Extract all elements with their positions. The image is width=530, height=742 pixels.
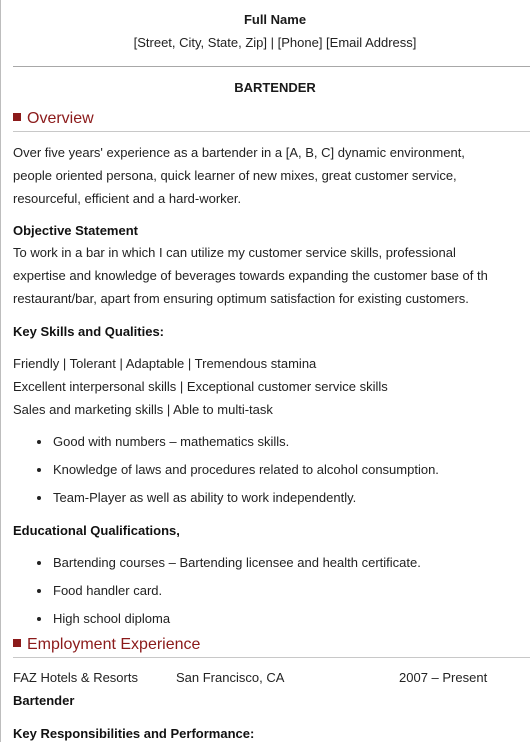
overview-line: resourceful, efficient and a hard-worker. bbox=[13, 191, 242, 206]
skills-heading: Key Skills and Qualities: bbox=[13, 324, 164, 339]
overview-line: people oriented persona, quick learner of new mixes, great customer service, bbox=[13, 168, 457, 183]
bullet-dot-icon bbox=[37, 589, 41, 593]
bullet-dot-icon bbox=[37, 496, 41, 500]
full-name: Full Name bbox=[243, 12, 307, 27]
section-heading-employment bbox=[13, 636, 530, 658]
contact-line: [Street, City, State, Zip] | [Phone] [Email Address] bbox=[133, 35, 417, 50]
overview-heading-label: Overview bbox=[27, 110, 94, 127]
employment-row bbox=[13, 670, 513, 688]
square-bullet-icon bbox=[13, 639, 21, 647]
role-title: Bartender bbox=[13, 693, 75, 708]
skills-bullet-list bbox=[13, 428, 439, 512]
bullet-dot-icon bbox=[37, 561, 41, 565]
objective-paragraph bbox=[13, 241, 530, 310]
overview-line: Over five years' experience as a bartender in a [A, B, C] dynamic environment, bbox=[13, 145, 465, 160]
section-heading-overview bbox=[13, 110, 530, 132]
list-item: Bartending courses – Bartending licensee and health certificate. bbox=[13, 549, 421, 577]
list-item: Knowledge of laws and procedures related to alcohol consumption. bbox=[13, 456, 439, 484]
bullet-dot-icon bbox=[37, 468, 41, 472]
education-heading: Educational Qualifications, bbox=[13, 523, 180, 538]
objective-line: To work in a bar in which I can utilize my customer service skills, professional bbox=[13, 245, 456, 260]
bullet-dot-icon bbox=[37, 440, 41, 444]
list-item: High school diploma bbox=[13, 605, 421, 633]
company-location: San Francisco, CA bbox=[176, 670, 285, 685]
skills-paragraph bbox=[13, 352, 530, 421]
list-item: Food handler card. bbox=[13, 577, 421, 605]
list-item: Team-Player as well as ability to work independently. bbox=[13, 484, 439, 512]
skills-line: Excellent interpersonal skills | Exceptional customer service skills bbox=[13, 379, 388, 394]
objective-heading: Objective Statement bbox=[13, 223, 138, 238]
employment-heading-label: Employment Experience bbox=[27, 636, 201, 653]
skills-line: Sales and marketing skills | Able to multi-task bbox=[13, 402, 273, 417]
responsibilities-heading: Key Responsibilities and Performance: bbox=[13, 726, 255, 741]
job-title: BARTENDER bbox=[234, 80, 316, 95]
square-bullet-icon bbox=[13, 113, 21, 121]
objective-line: restaurant/bar, apart from ensuring optimum satisfaction for existing customers. bbox=[13, 291, 469, 306]
list-item: Good with numbers – mathematics skills. bbox=[13, 428, 439, 456]
bullet-dot-icon bbox=[37, 617, 41, 621]
company-name: FAZ Hotels & Resorts bbox=[13, 670, 138, 685]
header-divider bbox=[13, 66, 530, 67]
overview-paragraph bbox=[13, 141, 530, 210]
employment-dates: 2007 – Present bbox=[399, 670, 488, 685]
education-bullet-list bbox=[13, 549, 421, 633]
objective-line: expertise and knowledge of beverages towards expanding the customer base of th bbox=[13, 268, 488, 283]
skills-line: Friendly | Tolerant | Adaptable | Tremendous stamina bbox=[13, 356, 317, 371]
